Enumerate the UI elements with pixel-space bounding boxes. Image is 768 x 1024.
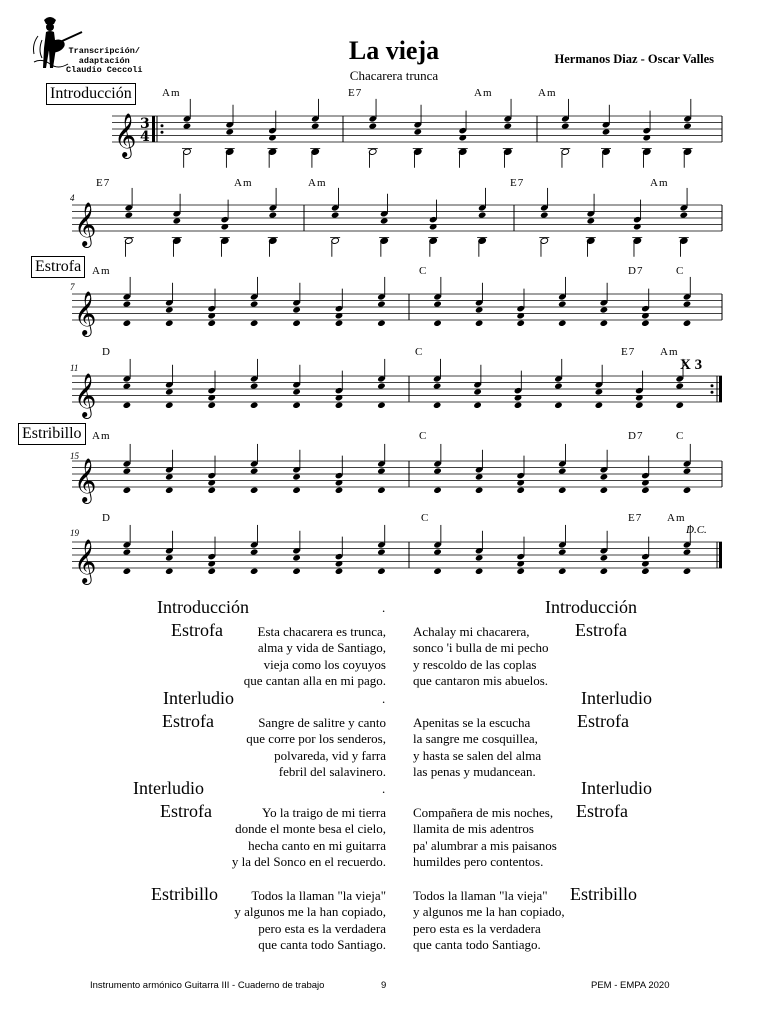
measure-number: 4: [70, 193, 75, 203]
bass-note-head: [683, 487, 692, 494]
lyric-line: hecha canto en mi guitarra: [248, 837, 386, 853]
bass-note-head: [165, 487, 174, 494]
song-title: La vieja: [348, 36, 440, 65]
bass-note-head: [600, 568, 609, 575]
lyric-line: sonco 'i bulla de mi pecho: [413, 640, 549, 656]
bass-note-head: [377, 320, 386, 327]
bass-note-head: [207, 320, 216, 327]
credit-line: Claudio Ceccoli: [66, 65, 143, 75]
lyric-line: Sangre de salitre y canto: [258, 715, 386, 730]
chord-symbol: E7: [628, 512, 643, 524]
barline-thick: [719, 376, 722, 402]
lyrics-label-introduccion-right: Introducción: [545, 597, 637, 617]
treble-clef-icon: 𝄞: [74, 291, 97, 335]
section-label-estribillo: Estribillo: [18, 423, 86, 445]
chord-symbol: Am: [162, 87, 181, 99]
measure-number: 15: [70, 451, 79, 461]
section-label-introduccion: Introducción: [46, 83, 136, 105]
stanza-left-chorus: [210, 888, 386, 953]
footer-institution: PEM - EMPA 2020: [591, 980, 670, 991]
bass-note-head: [433, 568, 442, 575]
lyric-line: la sangre me cosquillea,: [413, 731, 538, 747]
lyric-line: Todos la llaman "la vieja": [251, 888, 386, 903]
lyric-line: llamita de mis adentros: [413, 821, 534, 837]
bass-note-head: [292, 402, 301, 409]
lyrics-label-estribillo: Estribillo: [151, 884, 218, 904]
bass-note-head: [683, 320, 692, 327]
bass-note-head: [683, 568, 692, 575]
lyric-line: y la del Sonco en el recuerdo.: [231, 853, 386, 869]
bass-note-head: [123, 320, 132, 327]
chord-symbol: Am: [92, 430, 111, 442]
lyric-line: que corre por los senderos,: [246, 731, 386, 747]
lyric-line: que cantaron mis abuelos.: [413, 672, 549, 688]
bass-note-head: [475, 487, 484, 494]
stanza-right-2: [413, 715, 541, 780]
chord-symbol: E7: [510, 177, 525, 189]
bass-note-head: [675, 402, 684, 409]
lyric-line: pero esta es la verdadera: [258, 920, 386, 936]
chord-symbol: C: [419, 430, 428, 442]
chord-symbol: D7: [628, 430, 644, 442]
lyrics-label-interludio: Interludio: [581, 688, 652, 708]
lyric-line: y algunos me la han copiado,: [234, 904, 386, 920]
lyrics-label-estrofa: Estrofa: [160, 801, 212, 821]
bass-note-head: [250, 568, 259, 575]
bass-note-head: [335, 320, 344, 327]
bass-note-head: [600, 320, 609, 327]
bass-note-head: [433, 320, 442, 327]
bass-note-head: [641, 568, 650, 575]
lyrics-separator: .: [382, 691, 386, 706]
bass-note-head: [377, 402, 386, 409]
measure-number: 7: [70, 282, 75, 292]
lyric-line: Apenitas se la escucha: [413, 715, 531, 730]
bass-note-head: [641, 320, 650, 327]
bass-note-head: [292, 487, 301, 494]
lyric-line: vieja como los coyuyos: [263, 656, 386, 672]
treble-clef-icon: 𝄞: [74, 202, 97, 246]
bass-note-head: [558, 487, 567, 494]
bass-note-head: [377, 568, 386, 575]
bass-note-head: [165, 402, 174, 409]
bass-note-head: [207, 402, 216, 409]
chord-symbol: E7: [621, 346, 636, 358]
bass-note-head: [475, 320, 484, 327]
measure-number: 19: [70, 528, 79, 538]
composer-credit: Hermanos Diaz - Oscar Valles: [554, 52, 714, 66]
bass-note-head: [165, 320, 174, 327]
song-subtitle: Chacarera trunca: [349, 68, 439, 83]
chord-symbol: C: [421, 512, 430, 524]
chord-symbol: C: [415, 346, 424, 358]
chord-symbol: Am: [667, 512, 686, 524]
lyric-line: Yo la traigo de mi tierra: [262, 805, 386, 820]
bass-note-head: [250, 402, 259, 409]
lyrics-label-interludio: Interludio: [133, 778, 204, 798]
stanza-left-2: [220, 715, 386, 780]
lyric-line: pero esta es la verdadera: [413, 920, 541, 936]
bass-note-head: [335, 487, 344, 494]
barline-thick: [719, 542, 722, 568]
chord-symbol: E7: [96, 177, 111, 189]
lyrics-label-estrofa: Estrofa: [162, 711, 214, 731]
chord-symbol: Am: [538, 87, 557, 99]
chord-symbol: D: [102, 346, 111, 358]
lyric-line: Esta chacarera es trunca,: [257, 624, 386, 639]
lyric-line: y rescoldo de las coplas: [413, 656, 537, 672]
bass-note-head: [554, 402, 563, 409]
bass-note-head: [558, 320, 567, 327]
repeat-dot: [161, 124, 164, 127]
lyric-line: que canta todo Santiago.: [258, 936, 386, 952]
chord-symbol: C: [676, 430, 685, 442]
chord-symbol: Am: [650, 177, 669, 189]
chord-symbol: D7: [628, 265, 644, 277]
lyric-line: las penas y mudancean.: [413, 763, 536, 779]
lyric-line: pa' alumbrar a mis paisanos: [413, 837, 557, 853]
lyrics-separator: .: [382, 600, 386, 615]
lyric-line: febril del salavinero.: [278, 763, 386, 779]
bass-note-head: [433, 487, 442, 494]
lyrics-label-estrofa: Estrofa: [577, 711, 629, 731]
lyric-line: Todos la llaman "la vieja": [413, 888, 548, 903]
chord-symbol: Am: [92, 265, 111, 277]
lyrics-label-interludio: Interludio: [163, 688, 234, 708]
measure-number: 11: [70, 363, 79, 373]
bass-note-head: [558, 568, 567, 575]
time-signature-denominator: 4: [140, 129, 150, 145]
stanza-right-1: [413, 624, 549, 689]
treble-clef-icon: 𝄞: [74, 458, 97, 502]
lyrics-label-estrofa: Estrofa: [575, 620, 627, 640]
bass-note-head: [516, 487, 525, 494]
bass-note-head: [123, 568, 132, 575]
stanza-left-3: [200, 805, 386, 870]
bass-note-head: [635, 402, 644, 409]
stanza-right-3: [413, 805, 557, 870]
bass-note-head: [514, 402, 523, 409]
credit-line: adaptación: [78, 55, 130, 66]
bass-note-head: [207, 487, 216, 494]
repeat-dot: [711, 391, 714, 394]
repeat-dot: [711, 384, 714, 387]
bass-note-head: [335, 402, 344, 409]
lyric-line: que canta todo Santiago.: [413, 936, 541, 952]
treble-clef-icon: 𝄞: [74, 539, 97, 583]
chord-symbol: Am: [308, 177, 327, 189]
chord-symbol: D: [102, 512, 111, 524]
section-label-estrofa: Estrofa: [31, 256, 85, 278]
bass-note-head: [377, 487, 386, 494]
lyric-line: humildes pero contentos.: [413, 853, 544, 869]
bass-note-head: [292, 320, 301, 327]
bass-note-head: [433, 402, 442, 409]
da-capo-mark: D.C.: [686, 524, 707, 536]
bass-note-head: [475, 568, 484, 575]
bass-note-head: [641, 487, 650, 494]
bass-note-head: [250, 487, 259, 494]
lyrics-label-estrofa: Estrofa: [576, 801, 628, 821]
bass-note-head: [516, 320, 525, 327]
lyrics-label-estribillo: Estribillo: [570, 884, 637, 904]
treble-clef-icon: 𝄞: [114, 113, 137, 157]
repeat-dot: [161, 131, 164, 134]
bass-note-head: [473, 402, 482, 409]
bass-note-head: [250, 320, 259, 327]
lyric-line: que cantan alla en mi pago.: [243, 672, 386, 688]
time-signature-numerator: 3: [140, 116, 150, 132]
chord-symbol: E7: [348, 87, 363, 99]
treble-clef-icon: 𝄞: [74, 373, 97, 417]
stanza-left-1: [220, 624, 386, 689]
lyrics-label-estrofa: Estrofa: [171, 620, 223, 640]
chord-symbol: C: [676, 265, 685, 277]
bass-note-head: [165, 568, 174, 575]
chord-symbol: Am: [660, 346, 679, 358]
lyric-line: y hasta se salen del alma: [413, 747, 542, 763]
lyrics-separator: .: [382, 781, 386, 796]
bass-note-head: [595, 402, 604, 409]
credit-line: Transcripción/: [68, 46, 140, 56]
stanza-right-chorus: [413, 888, 565, 953]
footer-course-title: Instrumento armónico Guitarra III - Cuaderno de trabajo: [90, 980, 325, 991]
bass-note-head: [207, 568, 216, 575]
lyric-line: Achalay mi chacarera,: [413, 624, 530, 639]
bass-note-head: [123, 487, 132, 494]
chord-symbol: Am: [234, 177, 253, 189]
lyric-line: y algunos me la han copiado,: [413, 904, 565, 920]
bass-note-head: [123, 402, 132, 409]
lyric-line: alma y vida de Santiago,: [257, 640, 386, 656]
bass-note-head: [516, 568, 525, 575]
bass-note-head: [335, 568, 344, 575]
lyrics-label-introduccion-left: Introducción: [157, 597, 249, 617]
chord-symbol: Am: [474, 87, 493, 99]
barline-thick: [152, 116, 155, 142]
lyric-line: Compañera de mis noches,: [413, 805, 554, 820]
bass-note-head: [292, 568, 301, 575]
bass-note-head: [600, 487, 609, 494]
lyrics-label-interludio: Interludio: [581, 778, 652, 798]
footer-page-number: 9: [381, 980, 387, 991]
lyric-line: donde el monte besa el cielo,: [235, 821, 386, 837]
chord-symbol: C: [419, 265, 428, 277]
repeat-times-mark: X 3: [680, 357, 703, 373]
lyric-line: polvareda, vid y farra: [274, 747, 386, 763]
